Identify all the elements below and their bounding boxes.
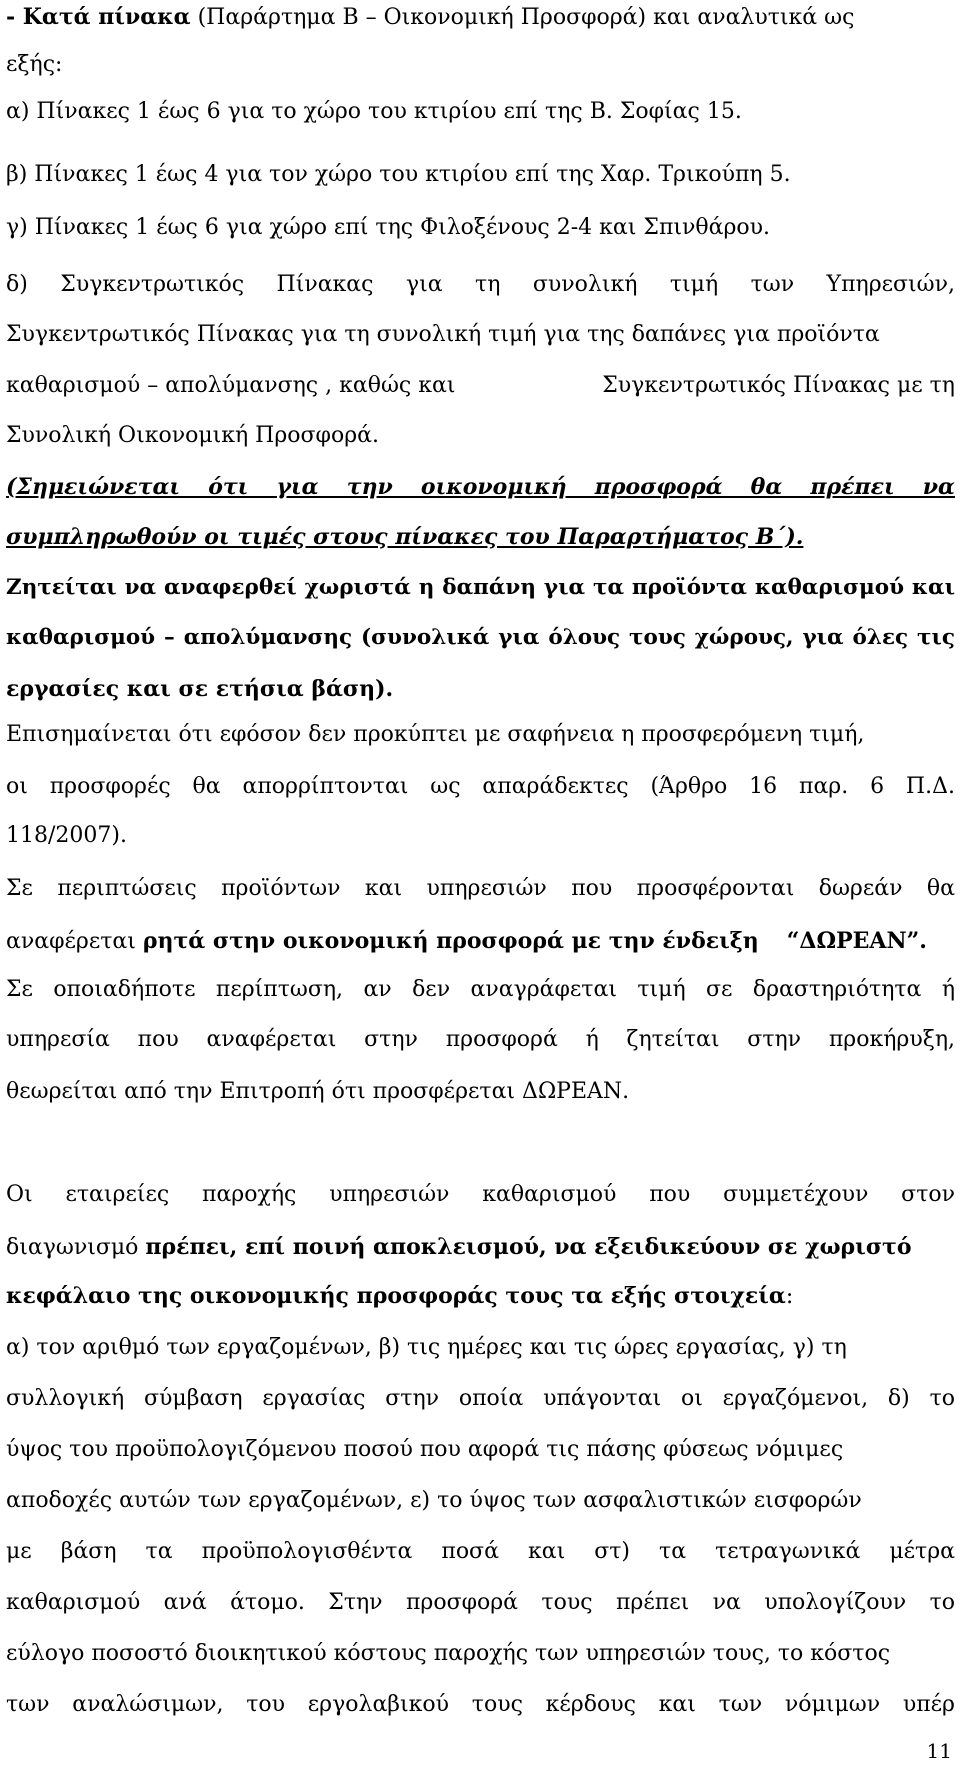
text-line: γ) Πίνακες 1 έως 6 για χώρο επί της Φιλοξένους 2-4 και Σπινθάρου. bbox=[6, 215, 771, 240]
text-line: οι προσφορές θα απορρίπτονται ως απαράδεκτες (Άρθρο 16 παρ. 6 Π.Δ. bbox=[6, 774, 955, 799]
text-line: Συνολική Οικονομική Προσφορά. bbox=[6, 423, 379, 448]
bold-phrase: ρητά στην οικονομική προσφορά με την ένδειξη bbox=[142, 928, 759, 954]
text-span: Συγκεντρωτικός Πίνακας με τη bbox=[602, 373, 955, 398]
bold-phrase: - Κατά πίνακα bbox=[6, 4, 191, 30]
text-line: Επισημαίνεται ότι εφόσον δεν προκύπτει με σαφήνεια η προσφερόμενη τιμή, bbox=[6, 722, 865, 747]
text-line bbox=[6, 371, 955, 401]
bold-phrase: κεφάλαιο της οικονομικής προσφοράς τους τα εξής στοιχεία bbox=[6, 1283, 786, 1309]
text-line: β) Πίνακες 1 έως 4 για τον χώρο του κτιρίου επί της Χαρ. Τρικούπη 5. bbox=[6, 162, 791, 187]
text-span: : bbox=[785, 1284, 794, 1309]
text-line bbox=[6, 1232, 955, 1262]
text-line bbox=[6, 2, 955, 32]
text-line: με βάση τα προϋπολογισθέντα ποσά και στ) τα τετραγωνικά μέτρα bbox=[6, 1539, 955, 1564]
text-line bbox=[6, 1281, 955, 1311]
text-span: αναφέρεται bbox=[6, 929, 136, 954]
text-line: Σε οποιαδήποτε περίπτωση, αν δεν αναγράφεται τιμή σε δραστηριότητα ή bbox=[6, 977, 955, 1002]
bold-phrase: πρέπει, επί ποινή αποκλεισμού, να εξειδικεύουν σε χωριστό bbox=[145, 1234, 912, 1260]
text-line: α) Πίνακες 1 έως 6 για το χώρο του κτιρίου επί της Β. Σοφίας 15. bbox=[6, 99, 742, 124]
text-span: καθαρισμού – απολύμανσης , καθώς και bbox=[6, 373, 456, 398]
text-span: διαγωνισμό bbox=[6, 1235, 139, 1260]
page-number: 11 bbox=[926, 1739, 952, 1763]
bold-line: καθαρισμού – απολύμανσης (συνολικά για όλους τους χώρους, για όλες τις bbox=[6, 625, 955, 650]
text-line: των αναλώσιμων, του εργολαβικού τους κέρδους και των νόμιμων υπέρ bbox=[6, 1692, 955, 1717]
text-line: Οι εταιρείες παροχής υπηρεσιών καθαρισμού που συμμετέχουν στον bbox=[6, 1182, 955, 1207]
text-line: α) τον αριθμό των εργαζομένων, β) τις ημέρες και τις ώρες εργασίας, γ) τη bbox=[6, 1335, 847, 1360]
dorean-label: “ΔΩΡΕΑΝ”. bbox=[786, 928, 927, 954]
text-line: υπηρεσία που αναφέρεται στην προσφορά ή ζητείται στην προκήρυξη, bbox=[6, 1027, 955, 1052]
text-line: δ) Συγκεντρωτικός Πίνακας για τη συνολική τιμή των Υπηρεσιών, bbox=[6, 272, 955, 297]
text-line: εύλογο ποσοστό διοικητικού κόστους παροχής των υπηρεσιών τους, το κόστος bbox=[6, 1641, 891, 1666]
note-line: συμπληρωθούν οι τιμές στους πίνακες του Παραρτήματος Β΄). bbox=[6, 524, 804, 550]
text-line: θεωρείται από την Επιτροπή ότι προσφέρεται ΔΩΡΕΑΝ. bbox=[6, 1079, 630, 1104]
text-line: συλλογική σύμβαση εργασίας στην οποία υπάγονται οι εργαζόμενοι, δ) το bbox=[6, 1386, 955, 1411]
text-line: ύψος του προϋπολογιζόμενου ποσού που αφορά τις πάσης φύσεως νόμιμες bbox=[6, 1437, 844, 1462]
text-span: (Παράρτημα Β – Οικονομική Προσφορά) και αναλυτικά ως bbox=[197, 5, 855, 30]
text-line: εξής: bbox=[6, 52, 63, 77]
note-line: (Σημειώνεται ότι για την οικονομική προσφορά θα πρέπει να bbox=[6, 474, 955, 500]
text-line: Σε περιπτώσεις προϊόντων και υπηρεσιών που προσφέρονται δωρεάν θα bbox=[6, 876, 955, 901]
text-line: 118/2007). bbox=[6, 823, 127, 848]
text-line: Συγκεντρωτικός Πίνακας για τη συνολική τιμή για της δαπάνες για προϊόντα bbox=[6, 322, 880, 347]
text-line bbox=[6, 926, 955, 956]
text-line: αποδοχές αυτών των εργαζομένων, ε) το ύψος των ασφαλιστικών εισφορών bbox=[6, 1488, 862, 1513]
text-line: καθαρισμού ανά άτομο. Στην προσφορά τους πρέπει να υπολογίζουν το bbox=[6, 1590, 955, 1615]
bold-line: εργασίες και σε ετήσια βάση). bbox=[6, 676, 394, 702]
bold-line: Ζητείται να αναφερθεί χωριστά η δαπάνη για τα προϊόντα καθαρισμού και bbox=[6, 575, 955, 600]
